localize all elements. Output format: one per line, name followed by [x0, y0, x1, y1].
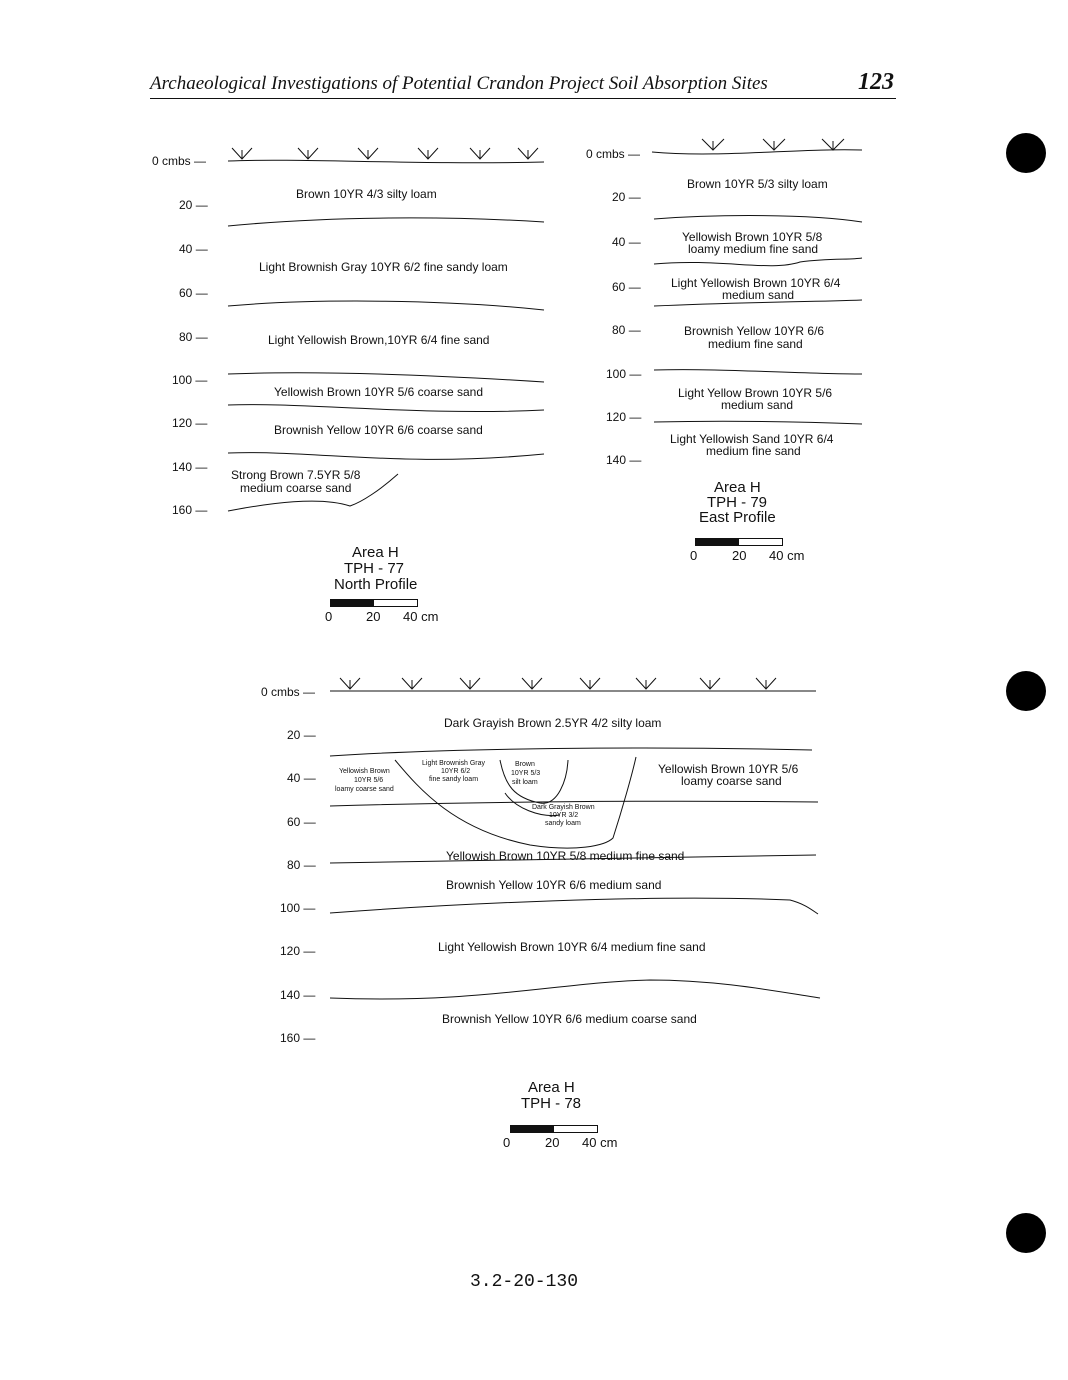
depth-label: 100 —	[280, 901, 315, 915]
layer-label: Brownish Yellow 10YR 6/6 coarse sand	[274, 423, 483, 437]
layer-label: medium fine sand	[708, 337, 803, 351]
profile-caption-id: TPH - 77	[344, 560, 405, 577]
scale-tick-label: 20	[732, 548, 747, 563]
layer-label: Light Brownish Gray 10YR 6/2 fine sandy loam	[259, 260, 508, 274]
layer-label: 10YR 5/3	[511, 770, 541, 777]
page-footer-code: 3.2-20-130	[470, 1272, 579, 1292]
profile-caption-orientation: East Profile	[699, 509, 776, 526]
layer-label: Light Yellowish Brown 10YR 6/4 medium fine sand	[438, 940, 706, 954]
layer-label: sandy loam	[545, 820, 581, 827]
tph79-boundary-2	[654, 258, 862, 266]
depth-label: 40 —	[179, 242, 208, 256]
layer-label: medium sand	[722, 288, 795, 302]
depth-label: 140 —	[172, 460, 207, 474]
depth-label: 80 —	[612, 323, 641, 337]
layer-label: Yellowish Brown 10YR 5/6 coarse sand	[274, 385, 484, 399]
layer-label: Yellowish Brown	[339, 768, 390, 775]
scale-tick-label: 20	[366, 609, 381, 624]
tph79-ground-surface	[652, 150, 862, 154]
tph78-vegetation	[340, 678, 776, 689]
depth-label: 100 —	[172, 373, 207, 387]
depth-label: 140 —	[606, 453, 641, 467]
layer-label: Brownish Yellow 10YR 6/6 medium sand	[446, 878, 662, 892]
layer-label: Light Yellowish Brown,10YR 6/4 fine sand	[268, 333, 490, 347]
scale-tick-label: 0	[325, 609, 333, 624]
scale-tick-label: 20	[545, 1135, 560, 1150]
depth-label: 0 cmbs —	[586, 147, 640, 161]
layer-label: Yellowish Brown 10YR 5/8 medium fine sand	[446, 849, 685, 863]
layer-label: medium sand	[721, 398, 794, 412]
tph79-boundary-1	[654, 216, 862, 222]
depth-label: 80 —	[287, 858, 316, 872]
depth-label: 160 —	[280, 1031, 315, 1045]
scale-tick-label: 40 cm	[769, 548, 805, 563]
depth-label: 0 cmbs —	[261, 685, 315, 699]
layer-label: 10YR 3/2	[549, 812, 579, 819]
tph77-boundary-5	[228, 453, 544, 460]
depth-label: 140 —	[280, 988, 315, 1002]
tph77-boundary-3	[228, 373, 544, 382]
tph77-boundary-4	[228, 405, 544, 412]
depth-label: 60 —	[287, 815, 316, 829]
layer-label: Light Brownish Gray	[422, 760, 486, 767]
scale-tick-label: 40 cm	[403, 609, 439, 624]
layer-label: Brownish Yellow 10YR 6/6 medium coarse sand	[442, 1012, 697, 1026]
running-header-title: Archaeological Investigations of Potential Crandon Project Soil Absorption Sites	[150, 73, 768, 94]
layer-label: Brownish Yellow 10YR 6/6	[684, 324, 825, 338]
scale-tick-label: 40 cm	[582, 1135, 618, 1150]
layer-label: loamy medium fine sand	[688, 242, 819, 256]
depth-label: 40 —	[287, 771, 316, 785]
layer-label: Strong Brown 7.5YR 5/8	[231, 468, 361, 482]
scale-bar	[510, 1125, 598, 1133]
profile-caption-area: Area H	[528, 1079, 575, 1096]
layer-label: Brown	[515, 761, 535, 768]
depth-label: 160 —	[172, 503, 207, 517]
tph77-ground-surface	[228, 160, 544, 163]
depth-label: 40 —	[612, 235, 641, 249]
depth-label: 20 —	[612, 190, 641, 204]
page-number: 123	[858, 69, 894, 95]
depth-label: 60 —	[612, 280, 641, 294]
layer-label: medium coarse sand	[240, 481, 352, 495]
layer-label: Light Yellowish Sand 10YR 6/4	[670, 432, 834, 446]
depth-label: 120 —	[606, 410, 641, 424]
layer-label: 10YR 6/2	[441, 768, 471, 775]
depth-label: 100 —	[606, 367, 641, 381]
depth-label: 20 —	[179, 198, 208, 212]
depth-label: 20 —	[287, 728, 316, 742]
layer-label: fine sandy loam	[429, 776, 479, 783]
depth-label: 80 —	[179, 330, 208, 344]
layer-label: silt loam	[512, 779, 538, 786]
tph77-vegetation	[232, 148, 538, 159]
scale-bar	[695, 538, 783, 546]
tph79-vegetation	[702, 139, 844, 150]
profile-caption-id: TPH - 78	[521, 1095, 582, 1112]
depth-label: 60 —	[179, 286, 208, 300]
layer-label: Brown 10YR 4/3 silty loam	[296, 187, 437, 201]
layer-label: 10YR 5/6	[354, 777, 384, 784]
tph79-boundary-4	[654, 370, 862, 374]
scale-bar	[330, 599, 418, 607]
profile-caption-area: Area H	[714, 479, 761, 496]
scale-tick-label: 0	[690, 548, 698, 563]
depth-label: 120 —	[280, 944, 315, 958]
layer-label: medium fine sand	[706, 444, 801, 458]
layer-label: loamy coarse sand	[681, 774, 782, 788]
tph78-boundary-4	[330, 898, 818, 914]
layer-label: loamy coarse sand	[335, 786, 394, 793]
tph77-boundary-1	[228, 218, 544, 226]
layer-label: Brown 10YR 5/3 silty loam	[687, 177, 828, 191]
depth-label: 120 —	[172, 416, 207, 430]
layer-label: Yellowish Brown 10YR 5/6	[658, 762, 799, 776]
layer-label: Dark Grayish Brown 2.5YR 4/2 silty loam	[444, 716, 662, 730]
depth-label: 0 cmbs —	[152, 154, 206, 168]
layer-label: Yellowish Brown 10YR 5/8	[682, 230, 823, 244]
layer-label: Light Yellow Brown 10YR 5/6	[678, 386, 833, 400]
profile-caption-id: TPH - 79	[707, 494, 768, 511]
profile-caption-area: Area H	[352, 544, 399, 561]
tph78-boundary-1	[330, 748, 812, 756]
tph78-boundary-5	[330, 980, 820, 999]
tph77-boundary-2	[228, 301, 544, 310]
layer-label: Light Yellowish Brown 10YR 6/4	[671, 276, 841, 290]
profile-caption-orientation: North Profile	[334, 576, 418, 593]
tph79-boundary-5	[654, 421, 862, 424]
layer-label: Dark Grayish Brown	[532, 804, 595, 811]
scale-tick-label: 0	[503, 1135, 511, 1150]
